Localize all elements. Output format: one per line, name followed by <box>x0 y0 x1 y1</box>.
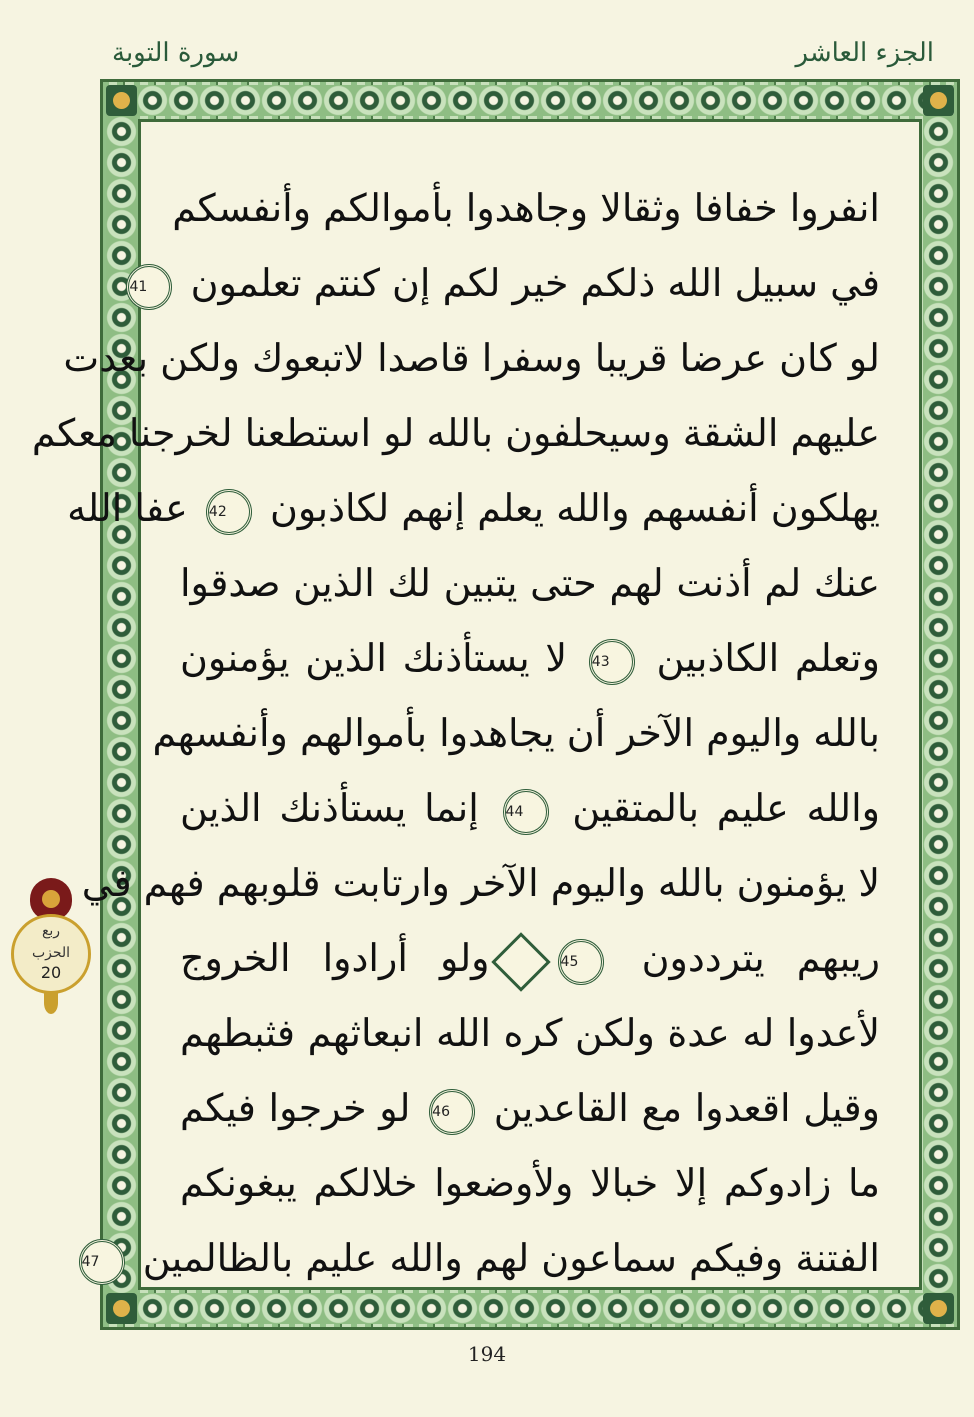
line-text: عنك لم أذنت لهم حتى يتبين لك الذين صدقوا <box>180 561 880 605</box>
text-line <box>63 321 880 396</box>
text-line <box>180 996 880 1071</box>
line-text: لا يستأذنك الذين يؤمنون <box>180 636 568 680</box>
page-number: 194 <box>467 1342 507 1366</box>
line-text: والله عليم بالمتقين <box>572 786 880 830</box>
text-line <box>81 846 880 921</box>
text-line <box>31 396 880 471</box>
line-text: بالله واليوم الآخر أن يجاهدوا بأموالهم وأنفسهم <box>152 711 880 755</box>
hizb-marker <box>6 878 96 1028</box>
line-text: لا يؤمنون بالله واليوم الآخر وارتابت قلوبهم فهم في <box>81 861 880 905</box>
text-line <box>67 471 880 546</box>
ayah-number-icon: 42 <box>206 489 252 535</box>
ayah-number-icon: 43 <box>589 639 635 685</box>
corner-ornament-icon <box>923 1293 954 1324</box>
text-line <box>172 171 880 246</box>
text-line <box>180 1146 880 1221</box>
line-text: يهلكون أنفسهم والله يعلم إنهم لكاذبون <box>270 486 880 530</box>
line-text: لو كان عرضا قريبا وسفرا قاصدا لاتبعوك ولكن بعدت <box>63 336 880 380</box>
line-text: عليهم الشقة وسيحلفون بالله لو استطعنا لخرجنا معكم <box>31 411 880 455</box>
line-text: انفروا خفافا وثقالا وجاهدوا بأموالكم وأنفسكم <box>172 186 880 230</box>
hizb-label-2: الحزب <box>31 945 71 961</box>
corner-ornament-icon <box>923 85 954 116</box>
text-line <box>180 546 880 621</box>
frame-band-top <box>106 85 954 116</box>
frame-band-right <box>923 116 954 1293</box>
line-text: ولو أرادوا الخروج <box>180 936 490 980</box>
text-line <box>152 696 880 771</box>
text-line <box>180 621 880 696</box>
line-text: إنما يستأذنك الذين <box>180 786 479 830</box>
hizb-label-1: ربع <box>41 923 61 939</box>
text-line <box>180 921 880 996</box>
line-text: عفا الله <box>67 486 188 530</box>
text-line <box>180 771 880 846</box>
line-text: وتعلم الكاذبين <box>656 636 880 680</box>
corner-ornament-icon <box>106 1293 137 1324</box>
ayah-number-icon: 45 <box>558 939 604 985</box>
ayah-number-icon: 44 <box>503 789 549 835</box>
hizb-badge <box>11 914 91 994</box>
line-text: لو خرجوا فيكم <box>180 1086 411 1130</box>
ayah-number-icon: 47 <box>79 1239 125 1285</box>
line-text: في سبيل الله ذلكم خير لكم إن كنتم تعلمون <box>190 261 880 305</box>
line-text: وقيل اقعدوا مع القاعدين <box>493 1086 880 1130</box>
hizb-tail-icon <box>44 992 58 1014</box>
text-line <box>81 1221 880 1296</box>
surah-title: سورة التوبة <box>112 38 240 68</box>
line-text: ريبهم يترددون <box>641 936 880 980</box>
hizb-quarter-icon <box>491 932 550 991</box>
frame-band-bottom <box>106 1293 954 1324</box>
corner-ornament-icon <box>106 85 137 116</box>
hizb-number: 20 <box>40 963 62 982</box>
juz-title: الجزء العاشر <box>795 38 934 68</box>
ayah-number-icon: 46 <box>429 1089 475 1135</box>
text-line <box>180 1071 880 1146</box>
ayah-number-icon: 41 <box>126 264 172 310</box>
line-text: ما زادوكم إلا خبالا ولأوضعوا خلالكم يبغونكم <box>180 1161 880 1205</box>
line-text: لأعدوا له عدة ولكن كره الله انبعاثهم فثبطهم <box>180 1011 880 1055</box>
text-line <box>129 246 880 321</box>
line-text: الفتنة وفيكم سماعون لهم والله عليم بالظالمين <box>142 1236 880 1280</box>
